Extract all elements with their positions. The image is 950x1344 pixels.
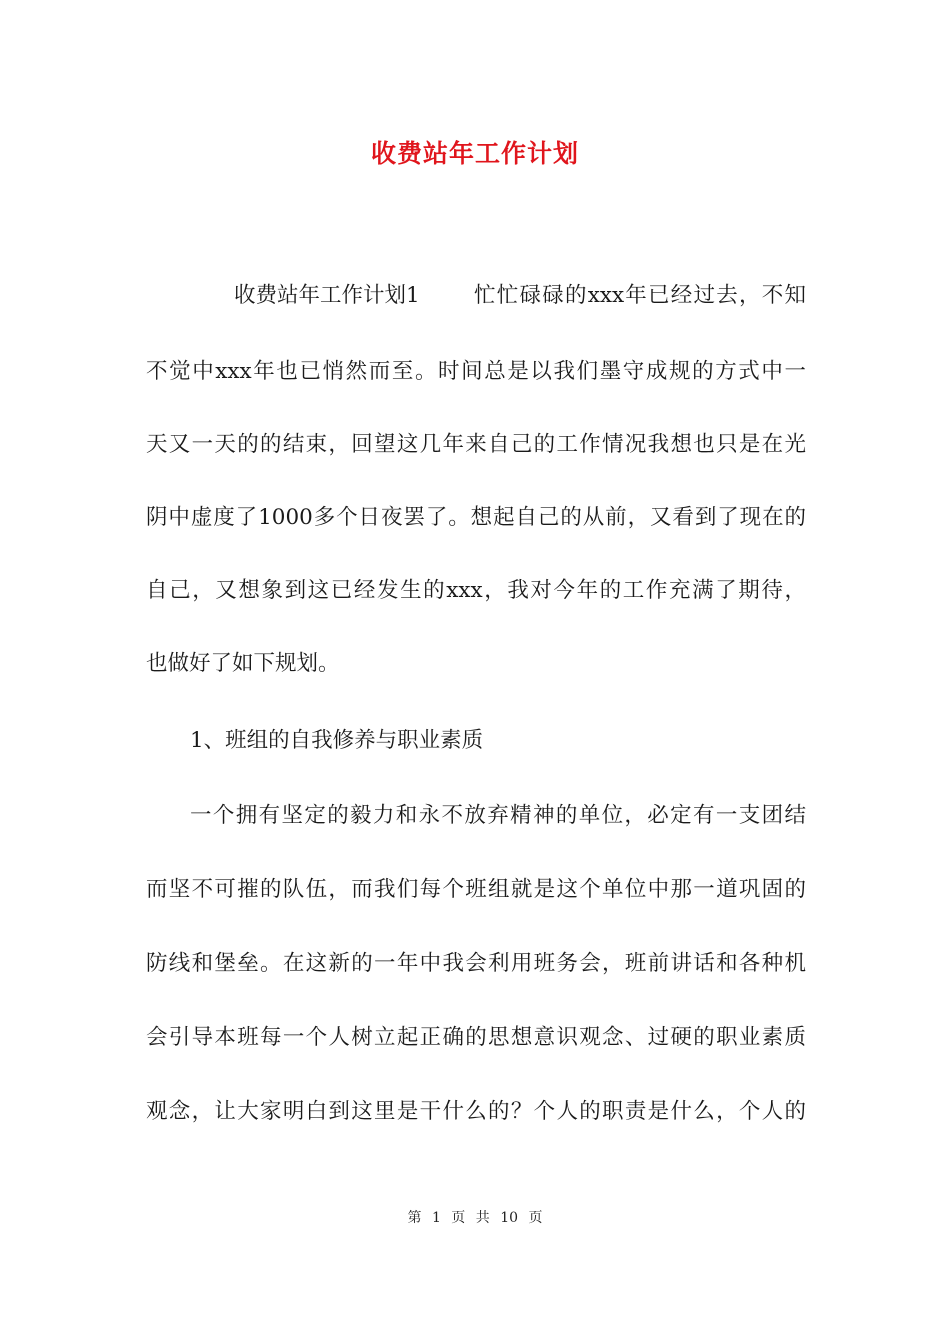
page-indicator: 第 1 页 共 10 页: [407, 1210, 543, 1226]
paragraph-1-line-4: 自己，又想象到这已经发生的xxx，我对今年的工作充满了期待，: [146, 578, 806, 603]
paragraph-1-line-3: 阴中虚度了1000多个日夜罢了。想起自己的从前，又看到了现在的: [146, 505, 806, 530]
paragraph-2-line-5: 观念，让大家明白到这里是干什么的？个人的职责是什么，个人的: [146, 1099, 806, 1124]
paragraph-first-line: [146, 280, 806, 312]
paragraph-1-line-1: 不觉中xxx年也已悄然而至。时间总是以我们墨守成规的方式中一: [146, 359, 806, 384]
paragraph-1-line-0: 忙忙碌碌的xxx年已经过去，不知: [474, 283, 806, 308]
plan-subtitle: 收费站年工作计划1: [234, 283, 420, 308]
paragraph-1-line-5: 也做好了如下规划。: [146, 651, 340, 676]
paragraph-1-line-2: 天又一天的的结束，回望这几年来自己的工作情况我想也只是在光: [146, 432, 806, 457]
paragraph-2-line-2: 而坚不可摧的队伍，而我们每个班组就是这个单位中那一道巩固的: [146, 877, 806, 902]
paragraph-2-line-3: 防线和堡垒。在这新的一年中我会利用班务会，班前讲话和各种机: [146, 951, 806, 976]
document-title: 收费站年工作计划: [370, 139, 579, 168]
section-1-heading: 1、班组的自我修养与职业素质: [190, 728, 484, 753]
paragraph-2-line-1: 一个拥有坚定的毅力和永不放弃精神的单位，必定有一支团结: [190, 803, 806, 828]
paragraph-2-line-4: 会引导本班每一个人树立起正确的思想意识观念、过硬的职业素质: [146, 1025, 806, 1050]
